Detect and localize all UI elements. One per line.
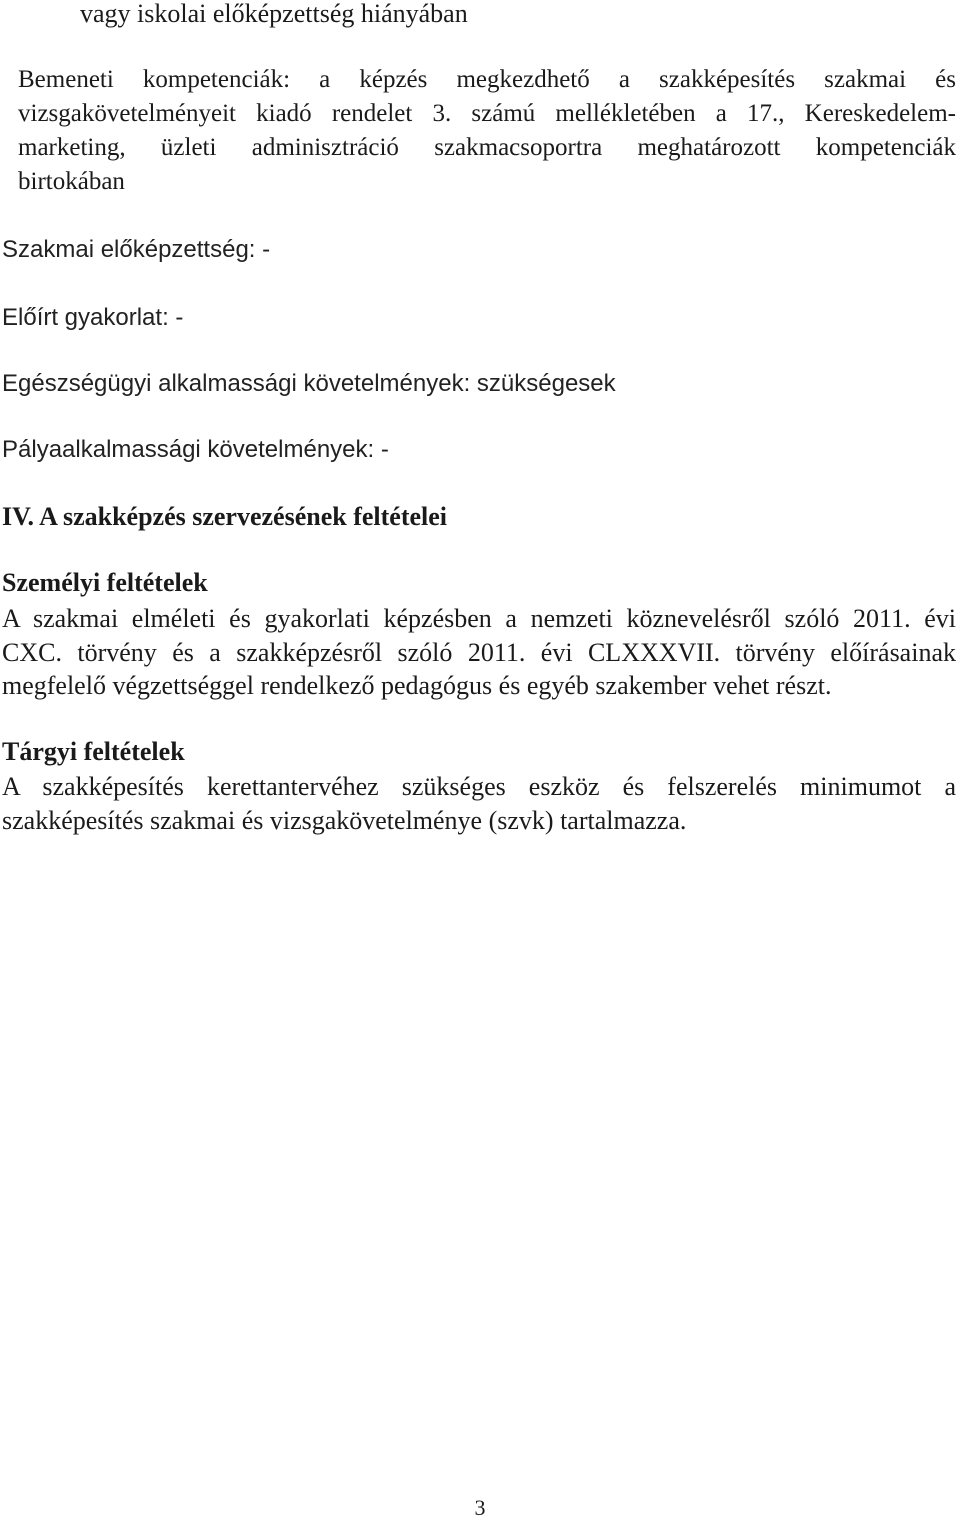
paragraph-line: A szakképesítés kerettantervéhez szükséges eszköz és felszerelés minimumot a xyxy=(2,772,956,801)
paragraph-line: marketing, üzleti adminisztráció szakmacsoportra meghatározott kompetenciák xyxy=(18,134,956,161)
paragraph-line: Bemeneti kompetenciák: a képzés megkezdhető a szakképesítés szakmai és xyxy=(18,66,956,93)
paragraph-line: vizsgakövetelményeit kiadó rendelet 3. számú mellékletében a 17., Kereskedelem- xyxy=(18,100,956,127)
personal-conditions-heading: Személyi feltételek xyxy=(2,568,208,597)
page-number: 3 xyxy=(474,1495,486,1518)
career-aptitude-line: Pályaalkalmassági követelmények: - xyxy=(2,436,389,463)
material-conditions-heading: Tárgyi feltételek xyxy=(2,737,185,766)
paragraph-line: CXC. törvény és a szakképzésről szóló 2011. évi CLXXXVII. törvény előírásainak xyxy=(2,638,956,667)
paragraph-line: megfelelő végzettséggel rendelkező pedagógus és egyéb szakember vehet részt. xyxy=(2,671,832,700)
prior-qualification-line: Szakmai előképzettség: - xyxy=(2,236,271,263)
required-practice-line: Előírt gyakorlat: - xyxy=(2,304,184,331)
paragraph-line: szakképesítés szakmai és vizsgakövetelménye (szvk) tartalmazza. xyxy=(2,806,687,835)
intro-line: vagy iskolai előképzettség hiányában xyxy=(80,0,468,28)
paragraph-line: A szakmai elméleti és gyakorlati képzésben a nemzeti köznevelésről szóló 2011. évi xyxy=(2,604,956,633)
paragraph-line: birtokában xyxy=(18,168,125,195)
section-heading: IV. A szakképzés szervezésének feltételei xyxy=(2,502,448,531)
health-requirements-line: Egészségügyi alkalmassági követelmények: szükségesek xyxy=(2,370,616,397)
